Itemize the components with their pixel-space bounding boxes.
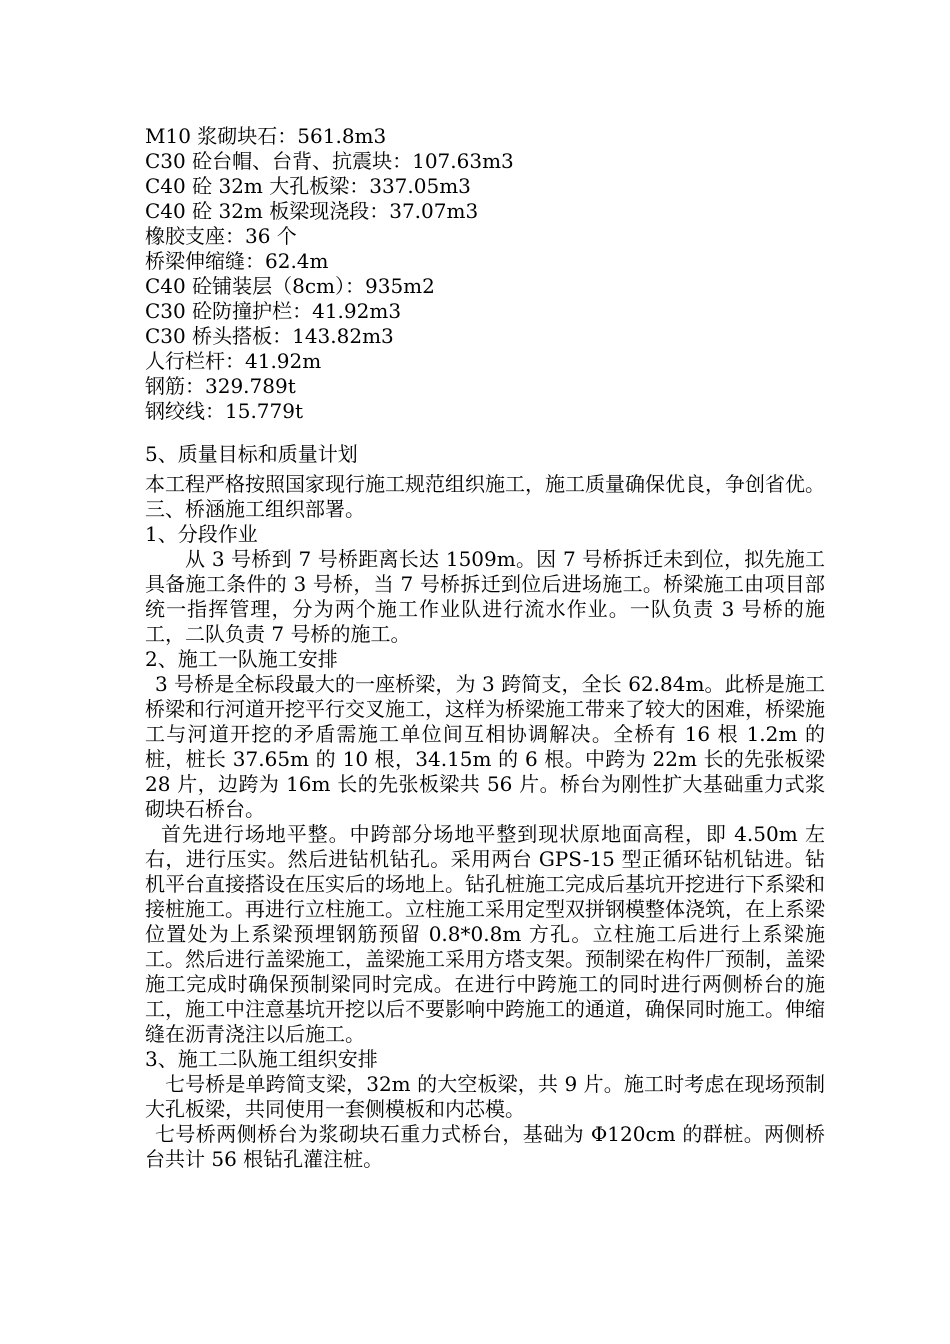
quantity-item: C30 砼台帽、台背、抗震块：107.63m3: [145, 149, 514, 173]
section-gap: [145, 424, 825, 442]
subsection-heading-team-two: 3、施工二队施工组织安排: [145, 1047, 378, 1071]
subsection-heading-team-one: 2、施工一队施工安排: [145, 647, 338, 671]
segmentation-paragraph: 从 3 号桥到 7 号桥距离长达 1509m。因 7 号桥拆迁未到位，拟先施工具备施工条件的 3 号桥，当 7 号桥拆迁到位后进场施工。桥梁施工由项目部统一指挥管理，分为两个施工作业队进行流水作业。一队负责 3 号桥的施工，二队负责 7 号桥的施工。: [145, 547, 825, 646]
quantity-item: C30 砼防撞护栏：41.92m3: [145, 299, 402, 323]
quantity-item: C40 砼 32m 板梁现浇段：37.07m3: [145, 199, 479, 223]
quantity-item: 人行栏杆：41.92m: [145, 349, 322, 373]
section-heading-quality: 5、质量目标和质量计划: [145, 442, 358, 466]
document-body: [145, 124, 825, 1172]
quantity-item: C40 砼 32m 大孔板梁：337.05m3: [145, 174, 471, 198]
quantity-item: 橡胶支座：36 个: [145, 224, 297, 248]
quantity-item: C40 砼铺装层（8cm）：935m2: [145, 274, 435, 298]
team-two-paragraph-2: 七号桥两侧桥台为浆砌块石重力式桥台，基础为 Φ120cm 的群桩。两侧桥台共计 56 根钻孔灌注桩。: [145, 1122, 825, 1171]
team-two-paragraph-1: 七号桥是单跨简支梁，32m 的大空板梁，共 9 片。施工时考虑在现场预制大孔板梁，共同使用一套侧模板和内芯模。: [145, 1072, 825, 1121]
team-one-paragraph-1: 3 号桥是全标段最大的一座桥梁，为 3 跨简支，全长 62.84m。此桥是施工桥梁和行河道开挖平行交叉施工，这样为桥梁施工带来了较大的困难，桥梁施工与河道开挖的矛盾需施工单位间互相协调解决。全桥有 16 根 1.2m 的桩，桩长 37.65m 的 10 根，34.15m 的 6 根。中跨为 22m 长的先张板梁 28 片，边跨为 16m 长的先张板梁共 56 片。桥台为刚性扩大基础重力式浆砌块石桥台。: [145, 672, 825, 821]
quantity-item: 桥梁伸缩缝：62.4m: [145, 249, 329, 273]
quantity-item: 钢绞线：15.779t: [145, 399, 304, 423]
subsection-heading-segmentation: 1、分段作业: [145, 522, 258, 546]
quantity-list: [145, 124, 825, 424]
quantity-item: 钢筋：329.789t: [145, 374, 296, 398]
quantity-item: M10 浆砌块石：561.8m3: [145, 124, 387, 148]
part-heading-organization: 三、桥涵施工组织部署。: [145, 497, 365, 521]
team-one-paragraph-2: 首先进行场地平整。中跨部分场地平整到现状原地面高程，即 4.50m 左右，进行压实。然后进钻机钻孔。采用两台 GPS-15 型正循环钻机钻进。钻机平台直接搭设在压实后的场地上。钻孔桩施工完成后基坑开挖进行下系梁和接桩施工。再进行立柱施工。立柱施工采用定型双拼钢模整体浇筑，在上系梁位置处为上系梁预埋钢筋预留 0.8*0.8m 方孔。立柱施工后进行上系梁施工。然后进行盖梁施工，盖梁施工采用方塔支架。预制梁在构件厂预制，盖梁施工完成时确保预制梁同时完成。在进行中跨施工的同时进行两侧桥台的施工，施工中注意基坑开挖以后不要影响中跨施工的通道，确保同时施工。伸缩缝在沥青浇注以后施工。: [145, 822, 825, 1046]
quality-paragraph: 本工程严格按照国家现行施工规范组织施工，施工质量确保优良，争创省优。: [145, 472, 825, 496]
quantity-item: C30 桥头搭板：143.82m3: [145, 324, 394, 348]
